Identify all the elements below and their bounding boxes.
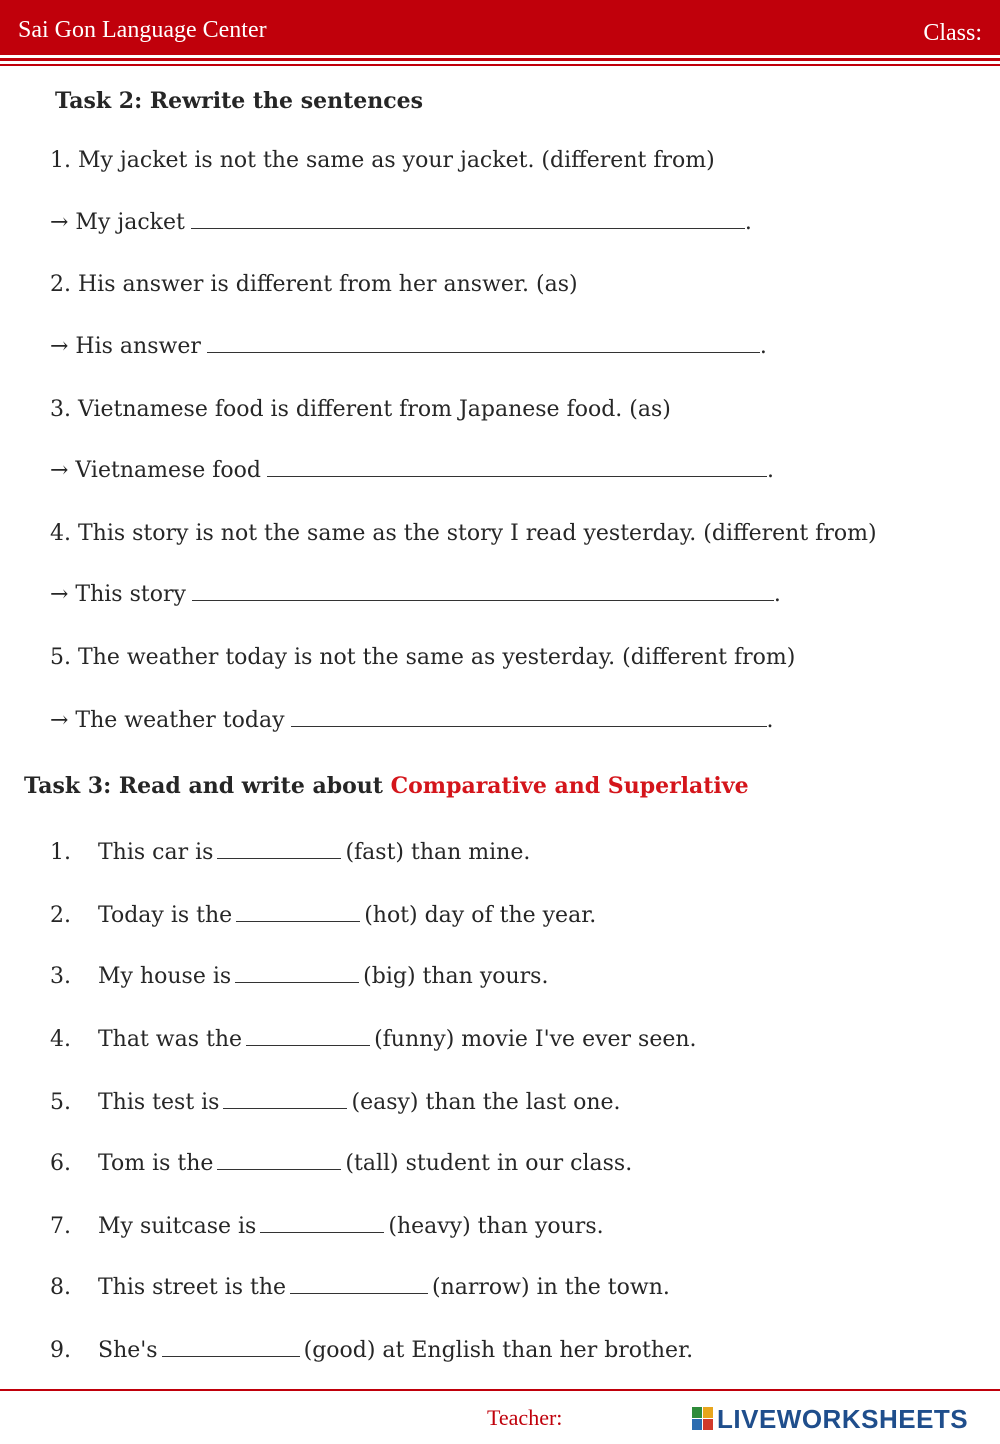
task2-heading: Task 2: Rewrite the sentences	[55, 88, 424, 114]
fill-blank-6[interactable]	[217, 1168, 341, 1170]
item-before: Today is the	[98, 903, 233, 928]
task2-answer-start-2: → His answer	[50, 334, 201, 359]
fill-blank-5[interactable]	[223, 1107, 347, 1109]
liveworksheets-logo[interactable]	[692, 1402, 968, 1436]
item-number: 5.	[50, 1090, 71, 1115]
liveworksheets-logo-icon	[692, 1407, 714, 1431]
task2-prompt-2: 2. His answer is different from her answer. (as)	[50, 272, 578, 297]
answer-blank-2[interactable]	[207, 351, 760, 353]
item-before: My house is	[98, 964, 232, 989]
item-after: (easy) than the last one.	[351, 1090, 621, 1115]
task3-item-3	[50, 964, 548, 989]
item-number: 1.	[50, 840, 71, 865]
answer-blank-3[interactable]	[267, 475, 767, 477]
task2-answer-start-5: → The weather today	[50, 708, 285, 733]
task2-answer-row-5: → The weather today .	[50, 708, 774, 733]
fill-blank-8[interactable]	[290, 1292, 428, 1294]
task2-answer-start-1: → My jacket	[50, 210, 185, 235]
task2-answer-start-3: → Vietnamese food	[50, 458, 262, 483]
item-before: This test is	[98, 1090, 220, 1115]
teacher-label: Teacher:	[487, 1405, 563, 1430]
item-after: (fast) than mine.	[345, 840, 531, 865]
item-after: (hot) day of the year.	[364, 903, 597, 928]
task3-item-6	[50, 1151, 632, 1176]
task2-answer-row-3: → Vietnamese food .	[50, 458, 775, 483]
item-number: 4.	[50, 1027, 71, 1052]
item-before: This car is	[98, 840, 214, 865]
header-rule-1	[0, 58, 1000, 61]
task3-item-5	[50, 1090, 621, 1115]
task3-item-2	[50, 903, 596, 928]
item-before: She's	[98, 1338, 158, 1363]
footer-rule	[0, 1389, 1000, 1391]
page-header	[0, 0, 1000, 55]
item-number: 9.	[50, 1338, 71, 1363]
brand-name: LIVEWORKSHEETS	[717, 1403, 969, 1434]
item-after: (tall) student in our class.	[345, 1151, 633, 1176]
task3-item-8	[50, 1275, 670, 1300]
fill-blank-9[interactable]	[162, 1355, 300, 1357]
task2-prompt-4: 4. This story is not the same as the story I read yesterday. (different from)	[50, 521, 877, 546]
item-after: (narrow) in the town.	[432, 1275, 670, 1300]
answer-blank-5[interactable]	[291, 725, 767, 727]
item-number: 8.	[50, 1275, 71, 1300]
answer-blank-4[interactable]	[192, 599, 774, 601]
item-number: 3.	[50, 964, 71, 989]
fill-blank-7[interactable]	[260, 1231, 384, 1233]
fill-blank-1[interactable]	[217, 857, 341, 859]
task3-item-7	[50, 1214, 604, 1239]
task3-item-9	[50, 1338, 693, 1363]
task3-item-4	[50, 1027, 697, 1052]
item-before: This street is the	[98, 1275, 287, 1300]
class-label: Class:	[923, 20, 982, 46]
fill-blank-4[interactable]	[246, 1044, 370, 1046]
item-number: 2.	[50, 903, 71, 928]
item-before: My suitcase is	[98, 1214, 257, 1239]
center-name: Sai Gon Language Center	[18, 17, 267, 43]
item-number: 6.	[50, 1151, 71, 1176]
item-before: That was the	[98, 1027, 243, 1052]
header-rule-2	[0, 64, 1000, 66]
task3-heading-prefix: Task 3: Read and write about	[24, 773, 391, 799]
item-before: Tom is the	[98, 1151, 214, 1176]
task3-item-1	[50, 840, 530, 865]
task2-prompt-1: 1. My jacket is not the same as your jacket. (different from)	[50, 148, 715, 173]
item-number: 7.	[50, 1214, 71, 1239]
item-after: (funny) movie I've ever seen.	[374, 1027, 697, 1052]
task2-answer-row-4: → This story .	[50, 582, 781, 607]
item-after: (good) at English than her brother.	[303, 1338, 694, 1363]
fill-blank-2[interactable]	[236, 920, 360, 922]
task3-heading	[24, 773, 749, 799]
task2-answer-row-2: → His answer .	[50, 334, 767, 359]
item-after: (heavy) than yours.	[388, 1214, 604, 1239]
answer-blank-1[interactable]	[191, 227, 745, 229]
task2-prompt-5: 5. The weather today is not the same as yesterday. (different from)	[50, 645, 796, 670]
task2-prompt-3: 3. Vietnamese food is different from Japanese food. (as)	[50, 397, 671, 422]
task2-answer-start-4: → This story	[50, 582, 186, 607]
task3-heading-accent: Comparative and Superlative	[390, 773, 749, 799]
task2-answer-row-1: → My jacket .	[50, 210, 752, 235]
fill-blank-3[interactable]	[235, 981, 359, 983]
item-after: (big) than yours.	[363, 964, 549, 989]
